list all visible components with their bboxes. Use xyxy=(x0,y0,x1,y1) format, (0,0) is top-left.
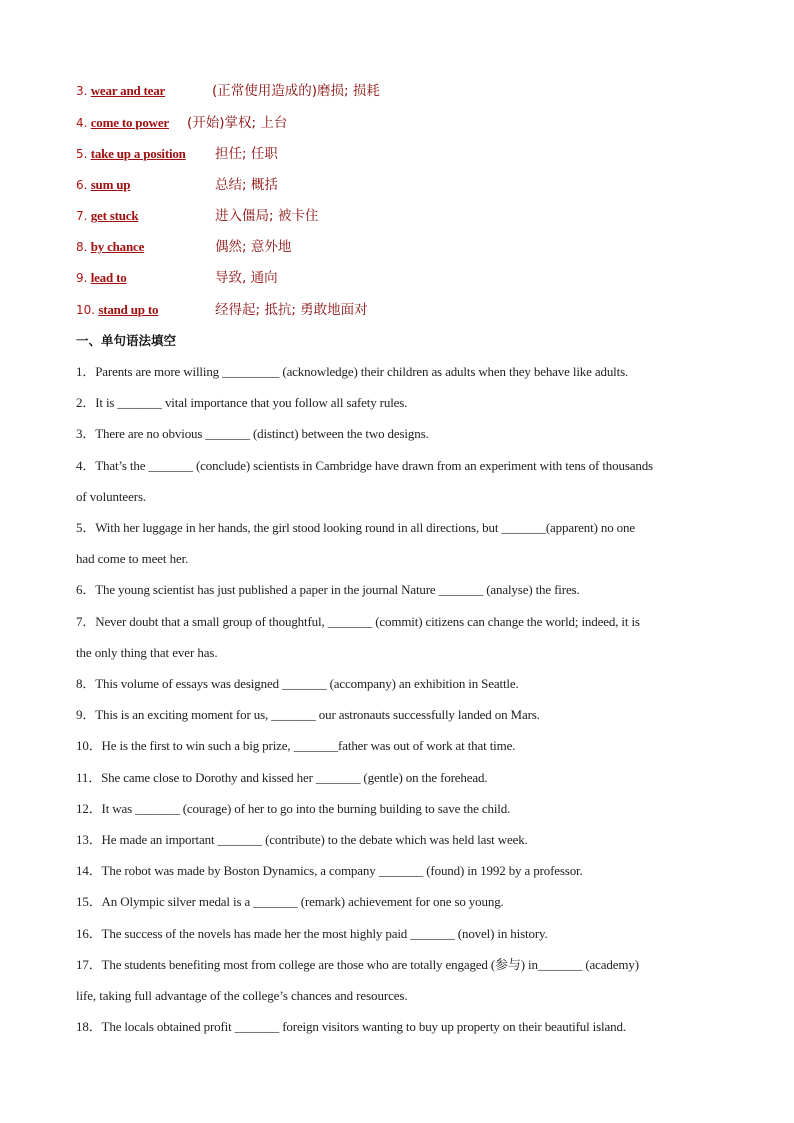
question-line-continued: life, taking full advantage of the college’s chances and resources. xyxy=(76,988,408,1003)
phrase-item xyxy=(76,113,288,133)
phrase-item xyxy=(76,81,380,101)
phrase-number: 3. xyxy=(76,84,88,98)
question-line: 10．He is the first to win such a big prize, _______father was out of work at that time. xyxy=(76,738,516,753)
question-line: 1．Parents are more willing _________ (acknowledge) their children as adults when they behave like adults. xyxy=(76,364,629,379)
phrase-chinese: (开始)掌权; 上台 xyxy=(187,115,288,131)
question-line: 17．The students benefiting most from college are those who are totally engaged (参与) in_______ (academy) xyxy=(76,957,639,972)
phrase-chinese: 偶然; 意外地 xyxy=(215,239,292,255)
question-line: 3．There are no obvious _______ (distinct) between the two designs. xyxy=(76,426,429,441)
phrase-chinese: 经得起; 抵抗; 勇敢地面对 xyxy=(215,302,368,318)
question-line: 15．An Olympic silver medal is a _______ (remark) achievement for one so young. xyxy=(76,894,504,909)
phrase-number: 10. xyxy=(76,303,96,317)
phrase-number: 9. xyxy=(76,271,88,285)
phrase-english: by chance xyxy=(90,239,145,254)
question-line-continued: had come to meet her. xyxy=(76,551,189,566)
phrase-item xyxy=(76,175,278,195)
phrase-english: lead to xyxy=(90,270,127,285)
question-line: 7．Never doubt that a small group of thoughtful, _______ (commit) citizens can change the world; indeed, it is xyxy=(76,614,640,629)
question-line: 13．He made an important _______ (contribute) to the debate which was held last week. xyxy=(76,832,528,847)
phrase-chinese: 总结; 概括 xyxy=(215,177,278,193)
phrase-english: stand up to xyxy=(98,302,159,317)
phrase-chinese: 进入僵局; 被卡住 xyxy=(215,208,319,224)
phrase-number: 4. xyxy=(76,116,88,130)
question-line: 6．The young scientist has just published a paper in the journal Nature _______ (analyse) the fires. xyxy=(76,582,580,597)
phrase-english: take up a position xyxy=(90,146,186,161)
phrase-item xyxy=(76,300,368,320)
question-line-continued: the only thing that ever has. xyxy=(76,645,218,660)
phrase-number: 6. xyxy=(76,178,88,192)
question-line: 14．The robot was made by Boston Dynamics, a company _______ (found) in 1992 by a professor. xyxy=(76,863,583,878)
phrase-chinese: 担任; 任职 xyxy=(215,146,278,162)
question-line: 8．This volume of essays was designed _______ (accompany) an exhibition in Seattle. xyxy=(76,676,519,691)
question-line: 16．The success of the novels has made her the most highly paid _______ (novel) in history. xyxy=(76,926,548,941)
phrase-chinese: (正常使用造成的)磨损; 损耗 xyxy=(212,83,380,99)
phrase-english: sum up xyxy=(90,177,131,192)
phrase-english: wear and tear xyxy=(90,83,166,98)
question-line: 12．It was _______ (courage) of her to go into the burning building to save the child. xyxy=(76,801,511,816)
phrase-item xyxy=(76,268,278,288)
phrase-item xyxy=(76,237,292,257)
question-line: 2．It is _______ vital importance that you follow all safety rules. xyxy=(76,395,408,410)
phrase-number: 8. xyxy=(76,240,88,254)
section-heading: 一、单句语法填空 xyxy=(76,333,177,348)
phrase-item xyxy=(76,206,319,226)
question-line: 5．With her luggage in her hands, the girl stood looking round in all directions, but _______(apparent) no one xyxy=(76,520,635,535)
phrase-number: 5. xyxy=(76,147,88,161)
question-line: 9．This is an exciting moment for us, _______ our astronauts successfully landed on Mars. xyxy=(76,707,540,722)
phrase-chinese: 导致, 通向 xyxy=(215,270,278,286)
phrase-english: come to power xyxy=(90,115,169,130)
phrase-english: get stuck xyxy=(90,208,139,223)
question-line: 18．The locals obtained profit _______ foreign visitors wanting to buy up property on their beautiful island. xyxy=(76,1019,626,1034)
phrase-number: 7. xyxy=(76,209,88,223)
phrase-item xyxy=(76,144,278,164)
question-line-continued: of volunteers. xyxy=(76,489,147,504)
question-line: 4．That’s the _______ (conclude) scientists in Cambridge have drawn from an experiment with tens of thousands xyxy=(76,458,653,473)
question-line: 11．She came close to Dorothy and kissed her _______ (gentle) on the forehead. xyxy=(76,770,488,785)
